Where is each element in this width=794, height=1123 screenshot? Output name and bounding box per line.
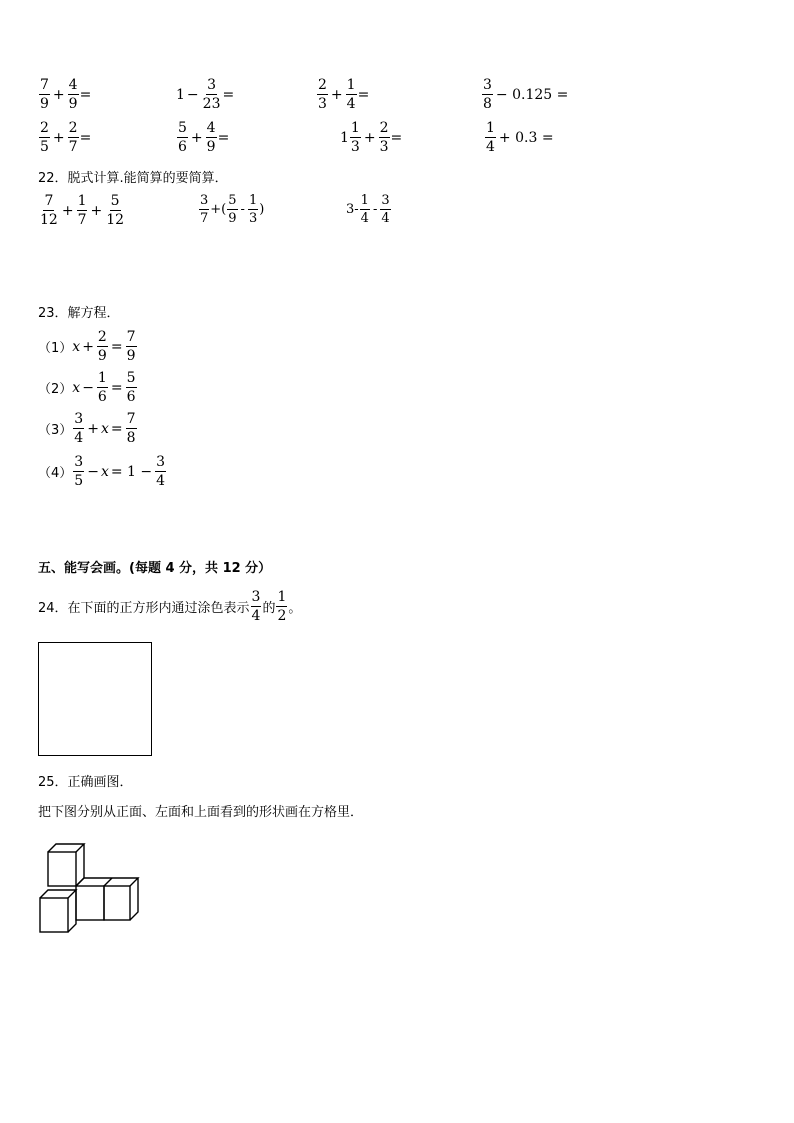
cube-front-left xyxy=(40,890,76,932)
q22-expr1: $\frac{7}{12}$ + $\frac{1}{7}$ + $\frac{5}{12}$ xyxy=(40,193,125,228)
q23-title: 23．解方程． xyxy=(38,306,120,321)
q21-row2-expr3: 1 $\frac{1}{3}$ + $\frac{2}{3}$ = xyxy=(340,120,403,155)
fraction: $\frac{3}{23}$ xyxy=(202,77,221,112)
fraction: $\frac{4}{9}$ xyxy=(68,77,78,112)
fraction: $\frac{7}{9}$ xyxy=(126,329,136,364)
fraction: $\frac{3}{8}$ xyxy=(483,77,492,112)
fraction: $\frac{1}{4}$ xyxy=(360,193,369,226)
q23-equation-3: （3） $\frac{3}{4}$ + x = $\frac{7}{8}$ xyxy=(38,411,136,446)
q24-question: 24．在下面的正方形内通过涂色表示 $\frac{3}{4}$ 的 $\frac{1}{2}$ 。 xyxy=(38,589,302,624)
fraction: $\frac{3}{4}$ xyxy=(251,589,261,624)
q21-row1-expr3: $\frac{2}{3}$ + $\frac{1}{4}$ = xyxy=(318,77,370,112)
q25-title: 25．正确画图． xyxy=(38,775,133,790)
fraction: $\frac{3}{4}$ xyxy=(156,454,166,489)
fraction: $\frac{1}{2}$ xyxy=(277,589,287,624)
cube-row-back xyxy=(76,878,138,920)
q21-row1-expr4: $\frac{3}{8}$ − 0.125 = xyxy=(483,77,569,112)
fraction: $\frac{3}{5}$ xyxy=(74,454,84,489)
fraction: $\frac{2}{5}$ xyxy=(40,120,49,155)
q22-title: 22．脱式计算.能简算的要简算． xyxy=(38,171,228,186)
q21-row1-expr1: $\frac{7}{9}$ + $\frac{4}{9}$ = xyxy=(40,77,92,112)
fraction: $\frac{2}{9}$ xyxy=(97,329,107,364)
fraction: $\frac{1}{3}$ xyxy=(350,120,360,155)
fraction: $\frac{3}{4}$ xyxy=(74,411,84,446)
fraction: $\frac{1}{4}$ xyxy=(346,77,356,112)
fraction: $\frac{5}{12}$ xyxy=(106,193,125,228)
q21-row2-expr1: $\frac{2}{5}$ + $\frac{2}{7}$ = xyxy=(40,120,92,155)
q23-equation-1: （1） x + $\frac{2}{9}$ = $\frac{7}{9}$ xyxy=(38,329,136,364)
coloring-square[interactable] xyxy=(38,642,152,756)
fraction: $\frac{2}{7}$ xyxy=(68,120,78,155)
section-5-title: 五、能写会画。(每题 4 分，共 12 分） xyxy=(38,561,272,576)
fraction: $\frac{1}{7}$ xyxy=(77,193,87,228)
fraction: $\frac{4}{9}$ xyxy=(206,120,216,155)
fraction: $\frac{7}{9}$ xyxy=(40,77,49,112)
fraction: $\frac{2}{3}$ xyxy=(379,120,389,155)
q21-row2-expr4: $\frac{1}{4}$ + 0.3 = xyxy=(486,120,554,155)
fraction: $\frac{3}{7}$ xyxy=(200,193,209,226)
fraction: $\frac{5}{9}$ xyxy=(228,193,237,226)
q22-expr3: 3- $\frac{1}{4}$ - $\frac{3}{4}$ xyxy=(346,193,390,226)
q21-row2-expr2: $\frac{5}{6}$ + $\frac{4}{9}$ = xyxy=(178,120,230,155)
fraction: $\frac{7}{8}$ xyxy=(126,411,136,446)
fraction: $\frac{3}{4}$ xyxy=(381,193,390,226)
fraction: $\frac{5}{6}$ xyxy=(178,120,187,155)
fraction: $\frac{1}{6}$ xyxy=(97,370,107,405)
q25-instruction: 把下图分别从正面、左面和上面看到的形状画在方格里． xyxy=(38,805,364,820)
cube-top xyxy=(48,844,84,886)
fraction: $\frac{1}{4}$ xyxy=(486,120,495,155)
q23-equation-2: （2） x − $\frac{1}{6}$ = $\frac{5}{6}$ xyxy=(38,370,136,405)
cube-stack-figure xyxy=(36,838,146,938)
q21-row1-expr2: 1 − $\frac{3}{23}$ = xyxy=(176,77,235,112)
fraction: $\frac{5}{6}$ xyxy=(126,370,136,405)
q23-equation-4: （4） $\frac{3}{5}$ − x = 1 − $\frac{3}{4}$ xyxy=(38,454,166,489)
fraction: $\frac{7}{12}$ xyxy=(40,193,58,228)
fraction: $\frac{1}{3}$ xyxy=(248,193,258,226)
q22-expr2: $\frac{3}{7}$ +( $\frac{5}{9}$ - $\frac{1}{3}$ ) xyxy=(200,193,265,226)
fraction: $\frac{2}{3}$ xyxy=(318,77,327,112)
